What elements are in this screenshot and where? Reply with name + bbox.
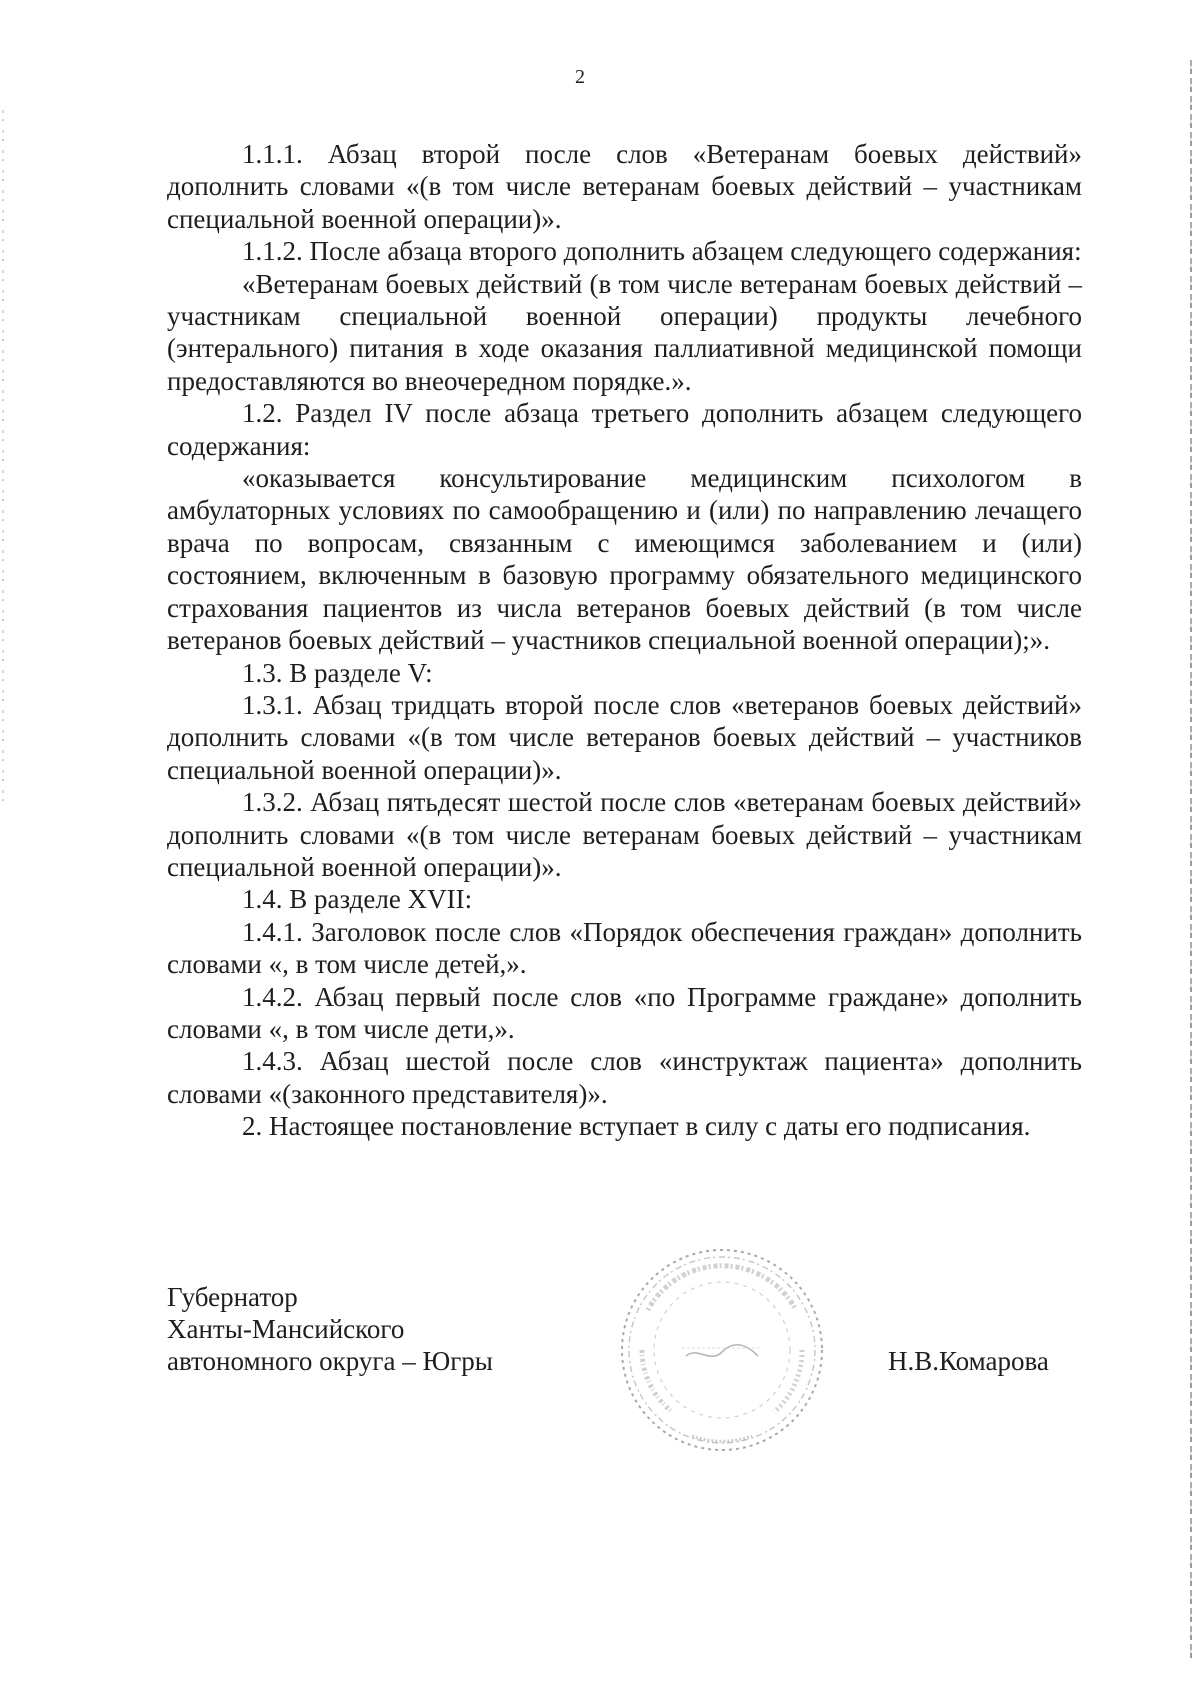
paragraph-2: 2. Настоящее постановление вступает в силу с даты его подписания. (242, 1111, 1031, 1142)
paragraph-quote-consulting: «оказывается консультирование медицинским психологом в амбулаторных условиях по самообращению и (или) по направлению лечащего врача по вопросам, связанным с имеющимся заболеванием и (или) состоянием, включенным в базовую программу обязательного медицинского страхования пациентов из числа ветеранов боевых действий (в том числе ветеранов боевых действий – участников специальной военной операции);». (167, 463, 1082, 656)
official-seal (612, 1240, 832, 1460)
document-body (167, 138, 1082, 1143)
signatory-title-line: Ханты-Мансийского (167, 1314, 405, 1344)
seal-stamp-icon (612, 1240, 832, 1460)
paragraph-1-3: 1.3. В разделе V: (242, 657, 433, 688)
page-number: 2 (575, 66, 585, 88)
signatory-title-line: Губернатор (167, 1282, 298, 1312)
paragraph-1-2: 1.2. Раздел IV после абзаца третьего дополнить абзацем следующего содержания: (167, 398, 1082, 461)
paragraph-1-1-2: 1.1.2. После абзаца второго дополнить абзацем следующего содержания: (242, 236, 1082, 267)
paragraph-quote-veterans: «Ветеранам боевых действий (в том числе ветеранам боевых действий – участникам специальной военной операции) продукты лечебного (энтерального) питания в ходе оказания паллиативной медицинской помощи предоставляются во внеочередном порядке.». (167, 268, 1082, 396)
paragraph-1-4-1: 1.4.1. Заголовок после слов «Порядок обеспечения граждан» дополнить словами «, в том числе детей,». (167, 916, 1082, 980)
signatory-title (167, 1281, 493, 1377)
scan-edge-left (2, 110, 4, 810)
signatory-title-line: автономного округа – Югры (167, 1346, 493, 1376)
scan-edge-right (1190, 60, 1192, 1660)
paragraph-1-3-1: 1.3.1. Абзац тридцать второй после слов «ветеранов боевых действий» дополнить словами «(в том числе ветеранов боевых действий – участников специальной военной операции)». (167, 689, 1082, 785)
paragraph-1-3-2: 1.3.2. Абзац пятьдесят шестой после слов «ветеранам боевых действий» дополнить словами «(в том числе ветеранам боевых действий – участникам специальной военной операции)». (167, 787, 1082, 882)
paragraph-1-1-1: 1.1.1. Абзац второй после слов «Ветеранам боевых действий» дополнить словами «(в том числе ветеранам боевых действий – участникам специальной военной операции)». (167, 139, 1082, 234)
paragraph-1-4-2: 1.4.2. Абзац первый после слов «по Программе граждане» дополнить словами «, в том числе дети,». (167, 981, 1082, 1044)
paragraph-1-4-3: 1.4.3. Абзац шестой после слов «инструктаж пациента» дополнить словами «(законного представителя)». (167, 1046, 1082, 1109)
paragraph-1-4: 1.4. В разделе XVII: (242, 884, 473, 915)
signatory-name: Н.В.Комарова (888, 1346, 1049, 1376)
